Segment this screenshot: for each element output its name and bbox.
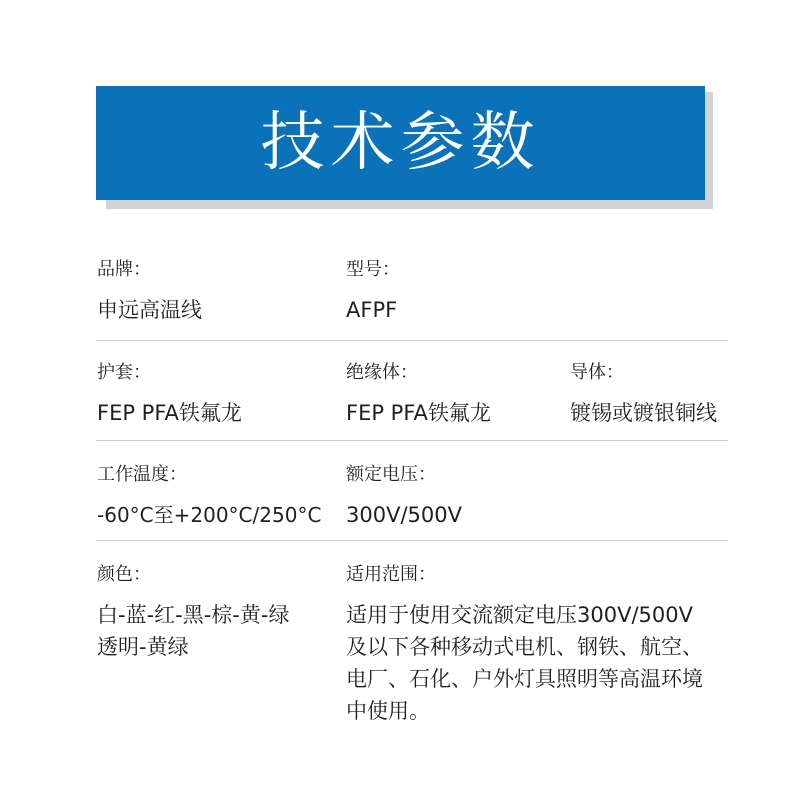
- spec-sheath-label: 护套：: [97, 362, 151, 383]
- spec-insulation-label: 绝缘体：: [346, 362, 418, 383]
- spec-application: [346, 564, 703, 727]
- spec-model-label: 型号：: [346, 259, 400, 280]
- spec-application-line: 及以下各种移动式电机、钢铁、航空、: [346, 635, 703, 659]
- spec-brand-value: 申远高温线: [97, 298, 202, 322]
- spec-color-value: [97, 599, 289, 663]
- spec-application-label: 适用范围：: [346, 564, 436, 585]
- spec-color-line: 透明-黄绿: [97, 635, 189, 659]
- spec-temperature-value: -60°C至+200°C/250°C: [97, 503, 322, 527]
- row-divider: [96, 340, 728, 341]
- spec-temperature-label: 工作温度：: [97, 464, 187, 485]
- spec-application-value: [346, 599, 703, 727]
- spec-brand-label: 品牌：: [97, 259, 151, 280]
- spec-application-line: 中使用。: [346, 699, 430, 723]
- spec-color: [97, 564, 289, 663]
- spec-insulation-value: FEP PFA铁氟龙: [346, 401, 491, 425]
- spec-insulation: [346, 362, 491, 429]
- spec-voltage-value: 300V/500V: [346, 503, 462, 527]
- row-divider: [96, 440, 728, 441]
- page-title: 技术参数: [260, 106, 541, 180]
- spec-conductor: [570, 362, 717, 429]
- spec-voltage: [346, 464, 462, 531]
- spec-sheath: [97, 362, 242, 429]
- spec-temperature: [97, 464, 321, 531]
- spec-voltage-label: 额定电压：: [346, 464, 436, 485]
- spec-model: [346, 259, 400, 326]
- spec-conductor-label: 导体：: [570, 362, 624, 383]
- spec-application-line: 电厂、石化、户外灯具照明等高温环境: [346, 667, 703, 691]
- spec-sheath-value: FEP PFA铁氟龙: [97, 401, 242, 425]
- spec-color-label: 颜色：: [97, 564, 151, 585]
- spec-color-line: 白-蓝-红-黑-棕-黄-绿: [97, 603, 290, 627]
- title-banner: [96, 86, 705, 200]
- spec-model-value: AFPF: [346, 298, 398, 322]
- spec-brand: [97, 259, 202, 326]
- spec-application-line: 适用于使用交流额定电压300V/500V: [346, 603, 693, 627]
- spec-conductor-value: 镀锡或镀银铜线: [570, 401, 717, 425]
- row-divider: [96, 540, 728, 541]
